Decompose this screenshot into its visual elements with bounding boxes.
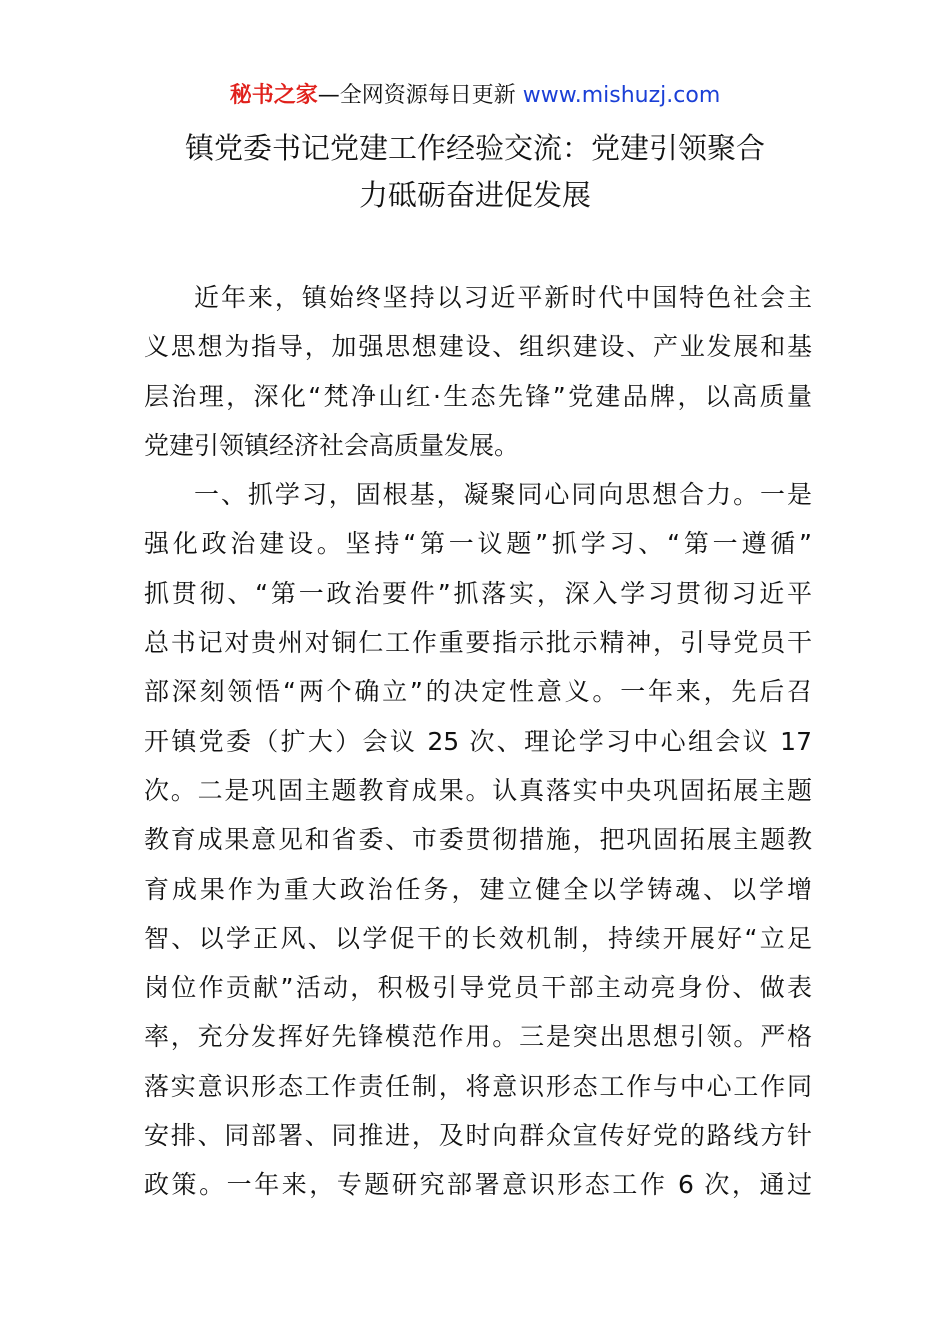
site-header: [0, 80, 950, 112]
text-line: 岗位作贡献”活动，积极引导党员干部主动亮身份、做表: [144, 973, 812, 1003]
text-line: 近年来，镇始终坚持以习近平新时代中国特色社会主: [194, 283, 812, 312]
text-line: 总书记对贵州对铜仁工作重要指示批示精神，引导党员干: [144, 628, 812, 658]
text-line: 层治理，深化“梵净山红·生态先锋”党建品牌，以高质量: [144, 381, 812, 411]
text-line: 义思想为指导，加强思想建设、组织建设、产业发展和基: [144, 332, 812, 362]
site-tagline: —全网资源每日更新: [317, 83, 523, 108]
text-line: 教育成果意见和省委、市委贯彻措施，把巩固拓展主题教: [144, 825, 812, 855]
text-line: 部深刻领悟“两个确立”的决定性意义。一年来，先后召: [144, 677, 812, 707]
brand-name: 秘书之家: [229, 83, 318, 108]
title-line: 镇党委书记党建工作经验交流：党建引领聚合: [184, 131, 765, 165]
text-line: 强化政治建设。坚持“第一议题”抓学习、“第一遵循”: [144, 529, 812, 559]
text-line: 抓贯彻、“第一政治要件”抓落实，深入学习贯彻习近平: [144, 578, 812, 608]
paragraph-intro: [144, 273, 812, 470]
text-line: 开镇党委（扩大）会议 25 次、理论学习中心组会议 17: [144, 726, 812, 756]
text-line: 智、以学正风、以学促干的长效机制，持续开展好“立足: [144, 923, 812, 953]
text-line: 次。二是巩固主题教育成果。认真落实中央巩固拓展主题: [144, 775, 812, 805]
text-line: 一、抓学习，固根基，凝聚同心同向思想合力。一是: [194, 480, 812, 510]
document-title: [140, 125, 810, 219]
site-url[interactable]: www.mishuzj.com: [522, 83, 721, 108]
text-line: 党建引领镇经济社会高质量发展。: [144, 430, 520, 460]
paragraph-section-one: [144, 470, 812, 1209]
document-body: [144, 273, 812, 1210]
text-line: 安排、同部署、同推进，及时向群众宣传好党的路线方针: [144, 1121, 812, 1151]
text-line: 率，充分发挥好先锋模范作用。三是突出思想引领。严格: [144, 1022, 812, 1052]
text-line: 政策。一年来，专题研究部署意识形态工作 6 次，通过: [144, 1170, 812, 1200]
text-line: 落实意识形态工作责任制，将意识形态工作与中心工作同: [144, 1071, 812, 1101]
text-line: 育成果作为重大政治任务，建立健全以学铸魂、以学增: [144, 874, 812, 904]
title-line: 力砥砺奋进促发展: [358, 178, 591, 212]
